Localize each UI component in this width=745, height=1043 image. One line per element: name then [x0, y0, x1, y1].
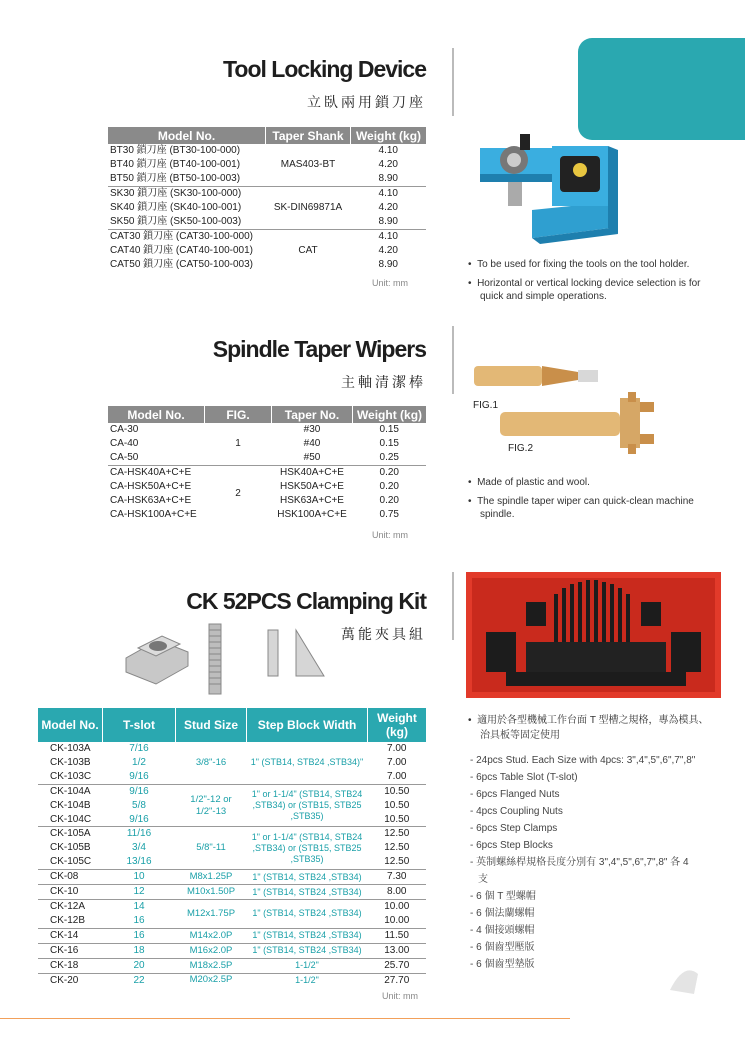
model-cell: CK-105C — [50, 856, 92, 868]
model-cell: CK-104B — [50, 799, 91, 811]
weight-cell: 11.50 — [368, 928, 427, 943]
section3-unit: Unit: mm — [382, 991, 418, 1001]
model-cell: CK-18 — [38, 958, 103, 973]
section3-title: CK 52PCS Clamping Kit — [186, 588, 426, 614]
model-cell: CK-104A — [38, 784, 103, 798]
table-row — [108, 466, 426, 481]
weight-cell: 25.70 — [368, 958, 427, 973]
weight-cell: 10.00 — [384, 914, 410, 926]
list-item: - 4 個接頭螺帽 — [470, 925, 535, 936]
stud-cell: M18x2.5P — [176, 958, 247, 973]
section1-subtitle: 立臥兩用鎖刀座 — [307, 95, 426, 111]
col-model: Model No. — [108, 406, 205, 423]
stud-cell: M10x1.50P — [176, 885, 247, 900]
model-cell: CK-10 — [38, 885, 103, 900]
section2-title: Spindle Taper Wipers — [212, 336, 426, 362]
list-item: - 4pcs Coupling Nuts — [470, 806, 563, 817]
clamping-kit-table — [38, 708, 426, 987]
stud-cell: M8x1.25P — [176, 870, 247, 885]
weight-cell: 0.20 — [379, 495, 399, 506]
list-item: - 24pcs Stud. Each Size with 4pcs: 3",4",5",6",7",8" — [470, 755, 696, 766]
step-cell: 1" or 1-1/4" (STB14, STB24 ,STB34) or (STB15, STB25 ,STB35) — [247, 827, 368, 870]
model-cell: CK-105B — [50, 842, 91, 854]
table-row — [108, 423, 426, 437]
footer-line — [0, 1018, 570, 1019]
stud-cell: 5/8"-11 — [176, 827, 247, 870]
step-cell: 1" (STB14, STB24 ,STB34) — [247, 928, 368, 943]
weight-cell: 10.50 — [384, 813, 410, 825]
weight-cell: 8.90 — [378, 216, 398, 227]
weight-cell: 0.20 — [379, 481, 399, 492]
col-fig: FIG. — [205, 406, 272, 423]
taper-cell: HSK63A+C+E — [280, 495, 344, 506]
model-cell: CA-HSK50A+C+E — [110, 481, 192, 492]
model-cell: CK-14 — [38, 928, 103, 943]
weight-cell: 4.20 — [378, 159, 398, 170]
step-block-icon — [266, 628, 326, 678]
tslot-cell: 9/16 — [129, 770, 149, 782]
section1-bullets — [468, 258, 718, 309]
weight-cell: 7.00 — [387, 770, 407, 782]
model-cell: BT40 鎖刀座 (BT40-100-001) — [110, 159, 241, 170]
model-cell: CK-104C — [50, 813, 92, 825]
tslot-cell: 16 — [133, 914, 145, 926]
col-tslot: T-slot — [103, 708, 176, 742]
fig2-label: FIG.2 — [508, 443, 534, 454]
model-cell: BT50 鎖刀座 (BT50-100-003) — [110, 173, 241, 184]
stud-cell: M14x2.0P — [176, 928, 247, 943]
weight-cell: 8.00 — [368, 885, 427, 900]
t-slot-nut-icon — [118, 618, 194, 688]
step-cell: 1" or 1-1/4" (STB14, STB24 ,STB34) or (STB15, STB25 ,STB35) — [247, 784, 368, 827]
weight-cell: 7.30 — [368, 870, 427, 885]
model-cell: CK-103C — [50, 770, 92, 782]
table-row — [108, 230, 426, 245]
weight-cell: 10.50 — [368, 784, 427, 798]
table-row — [38, 928, 426, 943]
page-corner-mark-icon — [664, 960, 704, 1000]
model-cell: SK30 鎖刀座 (SK30-100-000) — [108, 187, 266, 202]
tslot-cell: 9/16 — [103, 784, 176, 798]
weight-cell: 0.75 — [379, 509, 399, 520]
shank-cell: MAS403-BT — [280, 159, 336, 170]
taper-cell: HSK40A+C+E — [272, 466, 353, 481]
clamping-kit-image — [466, 572, 721, 698]
table-row — [38, 742, 426, 756]
weight-cell: 12.50 — [368, 827, 427, 841]
step-cell: 1" (STB14, STB24 ,STB34) — [247, 899, 368, 928]
taper-cell: HSK100A+C+E — [277, 509, 347, 520]
table-row — [38, 943, 426, 958]
tslot-cell: 13/16 — [126, 856, 152, 868]
model-cell: CK-20 — [38, 973, 103, 987]
step-cell: 1-1/2" — [247, 973, 368, 987]
col-weight: Weight (kg) — [368, 708, 427, 742]
section2-bullets — [468, 476, 718, 527]
tslot-cell: 11/16 — [103, 827, 176, 841]
list-item: - 6pcs Step Blocks — [470, 840, 553, 851]
weight-cell: 4.20 — [378, 202, 398, 213]
stud-cell: M12x1.75P — [176, 899, 247, 928]
taper-cell: #50 — [303, 452, 321, 463]
model-cell: CAT40 鎖刀座 (CAT40-100-001) — [110, 245, 254, 256]
step-cell: 1-1/2" — [247, 958, 368, 973]
tool-locking-device-image — [470, 130, 630, 250]
section3-bullet: • 適用於各型機械工作台面 T 型槽之規格，專為模具、治具板等固定使用 — [468, 715, 709, 741]
list-item: - 6 個齒型墊版 — [470, 959, 535, 970]
taper-cell: #30 — [303, 424, 321, 435]
step-cell: 1" (STB14, STB24 ,STB34)" — [250, 757, 364, 768]
model-cell: SK40 鎖刀座 (SK40-100-001) — [110, 202, 242, 213]
weight-cell: 12.50 — [384, 856, 410, 868]
col-model: Model No. — [108, 127, 266, 144]
section1-bullet-2: • Horizontal or vertical locking device selection is for quick and simple operations. — [468, 278, 701, 302]
table-row — [38, 784, 426, 798]
tslot-cell: 20 — [103, 958, 176, 973]
spindle-wiper-image — [470, 352, 690, 472]
tslot-cell: 5/8 — [132, 799, 146, 811]
model-cell: CA-HSK63A+C+E — [110, 495, 192, 506]
tool-locking-table — [108, 127, 426, 272]
stud-cell: M16x2.0P — [176, 943, 247, 958]
model-cell: CK-103B — [50, 756, 91, 768]
model-cell: BT30 鎖刀座 (BT30-100-000) — [110, 145, 241, 156]
tslot-cell: 9/16 — [129, 813, 149, 825]
model-cell: CA-HSK100A+C+E — [110, 509, 197, 520]
kit-contents-list — [470, 752, 700, 973]
model-cell: CAT30 鎖刀座 (CAT30-100-000) — [108, 230, 266, 245]
divider-2 — [452, 326, 454, 394]
weight-cell: 27.70 — [368, 973, 427, 987]
model-cell: CA-40 — [110, 438, 139, 449]
section2-unit: Unit: mm — [372, 530, 408, 540]
col-model: Model No. — [38, 708, 103, 742]
taper-cell: #40 — [303, 438, 321, 449]
weight-cell: 8.90 — [378, 173, 398, 184]
section1-title: Tool Locking Device — [223, 56, 426, 82]
step-cell: 1" (STB14, STB24 ,STB34) — [247, 870, 368, 885]
divider-3 — [452, 572, 454, 640]
weight-cell: 4.20 — [378, 245, 398, 256]
table-row — [108, 187, 426, 202]
weight-cell: 0.15 — [379, 438, 399, 449]
step-cell: 1" (STB14, STB24 ,STB34) — [247, 943, 368, 958]
weight-cell: 13.00 — [368, 943, 427, 958]
stud-icon — [204, 622, 226, 696]
tslot-cell: 1/2 — [132, 756, 146, 768]
table-row — [38, 899, 426, 913]
model-cell: CA-50 — [110, 452, 139, 463]
table-row — [108, 144, 426, 158]
model-cell: CA-HSK40A+C+E — [108, 466, 205, 481]
model-cell: CA-30 — [110, 424, 139, 435]
col-taper: Taper No. — [272, 406, 353, 423]
model-cell: CK-105A — [38, 827, 103, 841]
fig-cell: 1 — [235, 438, 241, 449]
weight-cell: 4.10 — [378, 145, 398, 156]
weight-cell: 4.10 — [351, 230, 427, 245]
fig1-label: FIG.1 — [473, 400, 499, 411]
section1-bullet-1: • To be used for fixing the tools on the tool holder. — [468, 259, 690, 270]
stud-cell: M20x2.5P — [176, 973, 247, 987]
weight-cell: 0.25 — [379, 452, 399, 463]
section2-bullet-1: • Made of plastic and wool. — [468, 477, 590, 488]
section2-bullet-2: • The spindle taper wiper can quick-clean machine spindle. — [468, 496, 694, 520]
table-row — [38, 827, 426, 841]
step-cell: 1" (STB14, STB24 ,STB34) — [247, 885, 368, 900]
tslot-cell: 12 — [103, 885, 176, 900]
list-item: - 6pcs Step Clamps — [470, 823, 558, 834]
weight-cell: 4.10 — [351, 187, 427, 202]
col-stud: Stud Size — [176, 708, 247, 742]
tslot-cell: 22 — [103, 973, 176, 987]
list-item: - 6 個 T 型螺帽 — [470, 891, 536, 902]
section2-subtitle: 主軸清潔棒 — [341, 375, 426, 391]
weight-cell: 7.00 — [387, 756, 407, 768]
tslot-cell: 3/4 — [132, 842, 146, 854]
shank-cell: SK-DIN69871A — [266, 187, 351, 230]
model-cell: CK-103A — [50, 743, 91, 754]
tslot-cell: 16 — [103, 928, 176, 943]
weight-cell: 7.00 — [387, 743, 407, 754]
model-cell: CAT50 鎖刀座 (CAT50-100-003) — [110, 259, 254, 270]
weight-cell: 0.20 — [353, 466, 427, 481]
table-row — [38, 973, 426, 987]
weight-cell: 12.50 — [384, 842, 410, 854]
table-row — [38, 885, 426, 900]
weight-cell: 0.15 — [379, 424, 399, 435]
model-cell: CK-08 — [38, 870, 103, 885]
list-item: - 6pcs Flanged Nuts — [470, 789, 560, 800]
section3-subtitle: 萬能夾具組 — [341, 627, 426, 643]
col-weight: Weight (kg) — [351, 127, 427, 144]
tslot-cell: 7/16 — [129, 743, 149, 754]
spindle-wiper-table — [108, 406, 426, 522]
teal-corner-block — [578, 38, 745, 140]
section1-unit: Unit: mm — [372, 278, 408, 288]
list-item: - 英制螺絲桿規格長度分別有 3",4",5",6",7",8" 各 4 支 — [470, 857, 689, 885]
list-item: - 6 個齒型壓版 — [470, 942, 535, 953]
weight-cell: 8.90 — [378, 259, 398, 270]
list-item: - 6pcs Table Slot (T-slot) — [470, 772, 578, 783]
model-cell: SK50 鎖刀座 (SK50-100-003) — [110, 216, 242, 227]
weight-cell: 10.50 — [384, 799, 410, 811]
stud-cell: 3/8"-16 — [195, 756, 227, 768]
col-weight: Weight (kg) — [353, 406, 427, 423]
tslot-cell: 18 — [103, 943, 176, 958]
model-cell: CK-12A — [38, 899, 103, 913]
shank-cell: CAT — [266, 230, 351, 273]
col-step: Step Block Width — [247, 708, 368, 742]
weight-cell: 10.00 — [368, 899, 427, 913]
col-shank: Taper Shank — [266, 127, 351, 144]
tslot-cell: 10 — [103, 870, 176, 885]
model-cell: CK-16 — [38, 943, 103, 958]
table-row — [38, 958, 426, 973]
table-row — [38, 870, 426, 885]
list-item: - 6 個法蘭螺帽 — [470, 908, 535, 919]
stud-cell: 1/2"-12 or 1/2"-13 — [176, 784, 247, 827]
tslot-cell: 14 — [103, 899, 176, 913]
fig-cell: 2 — [205, 466, 272, 523]
divider-1 — [452, 48, 454, 116]
model-cell: CK-12B — [50, 914, 86, 926]
taper-cell: HSK50A+C+E — [280, 481, 344, 492]
